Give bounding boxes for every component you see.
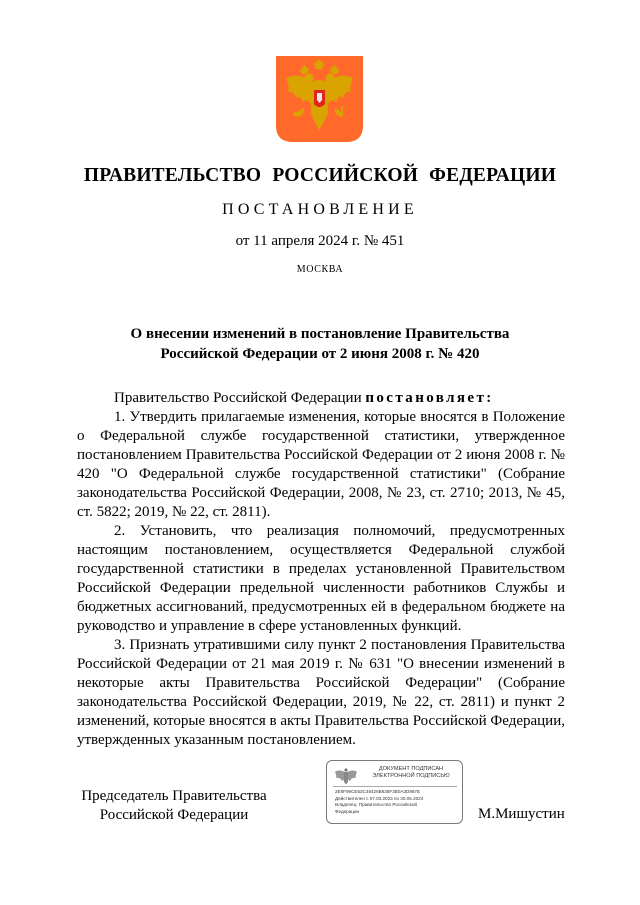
coat-of-arms-emblem: [276, 56, 363, 142]
document-body: [77, 389, 565, 750]
electronic-signature-stamp: [326, 760, 463, 824]
stamp-title-line: ЭЛЕКТРОННОЙ ПОДПИСЬЮ: [372, 773, 450, 779]
heading-line: Российской Федерации от 2 июня 2008 г. № 420: [160, 346, 480, 362]
stamp-owner: Федерации: [335, 808, 360, 814]
stamp-title-line: ДОКУМЕНТ ПОДПИСАН: [378, 766, 444, 772]
stamp-certificate: 2E6F99CE53C46426B636F3B0A3D867E: [335, 789, 421, 794]
item-paragraph: 1. Утвердить прилагаемые изменения, которые вносятся в Положение о Федеральной службе государственной статистики, утвержденное постановлением Правительства Российской Федерации от 2 июня 2008 г. № 420 "О Федеральной службе государственной статистики" (Собрание законодательства Российской Федерации, 2008, № 23, ст. 2710; 2013, № 45, ст. 5822; 2019, № 22, ст. 2811).: [77, 409, 565, 520]
item-paragraph: 3. Признать утратившими силу пункт 2 постановления Правительства Российской Федерации от 21 мая 2019 г. № 631 "О внесении изменений в некоторые акты Правительства Российской Федерации" (Собрание законодательства Российской Федерации, 2019, № 22, ст. 2811) и пункт 2 изменений, которые вносятся в акты Правительства Российской Федерации, утвержденных указанным постановлением.: [77, 637, 565, 748]
position-line: Российской Федерации: [99, 807, 249, 823]
stamp-owner: Владелец: Правительство Российской: [335, 802, 417, 808]
stamp-validity: Действителен с 07.03.2023 по 30.05.2024: [335, 795, 424, 801]
document-type: ПОСТАНОВЛЕНИЕ: [222, 201, 418, 218]
position-line: Председатель Правительства: [81, 788, 267, 804]
document-city: МОСКВА: [296, 264, 344, 275]
heading-line: О внесении изменений в постановление Правительства: [130, 326, 510, 342]
document-date-number: от 11 апреля 2024 г. № 451: [235, 233, 405, 249]
preamble: [77, 389, 565, 408]
item-paragraph: 2. Установить, что реализация полномочий, предусмотренных настоящим постановлением, осуществляется Федеральной службой государственной статистики в пределах установленной Правительством Российской Федерации предельной численности работников Службы и бюджетных ассигнований, предусмотренных ей в федеральном бюджете на руководство и управление в сфере установленных функций.: [77, 523, 565, 634]
preamble-keyword: постановляет:: [365, 390, 494, 406]
stamp-title: [363, 766, 459, 780]
government-title: ПРАВИТЕЛЬСТВО РОССИЙСКОЙ ФЕДЕРАЦИИ: [83, 165, 557, 186]
coat-of-arms-icon: [334, 767, 358, 785]
document-heading: [100, 324, 540, 364]
signatory-position: [64, 787, 284, 825]
preamble-text: Правительство Российской Федерации: [114, 390, 366, 406]
signatory-name: М.Мишустин: [478, 806, 565, 822]
stamp-info: [335, 789, 459, 815]
stamp-divider: [333, 786, 457, 787]
